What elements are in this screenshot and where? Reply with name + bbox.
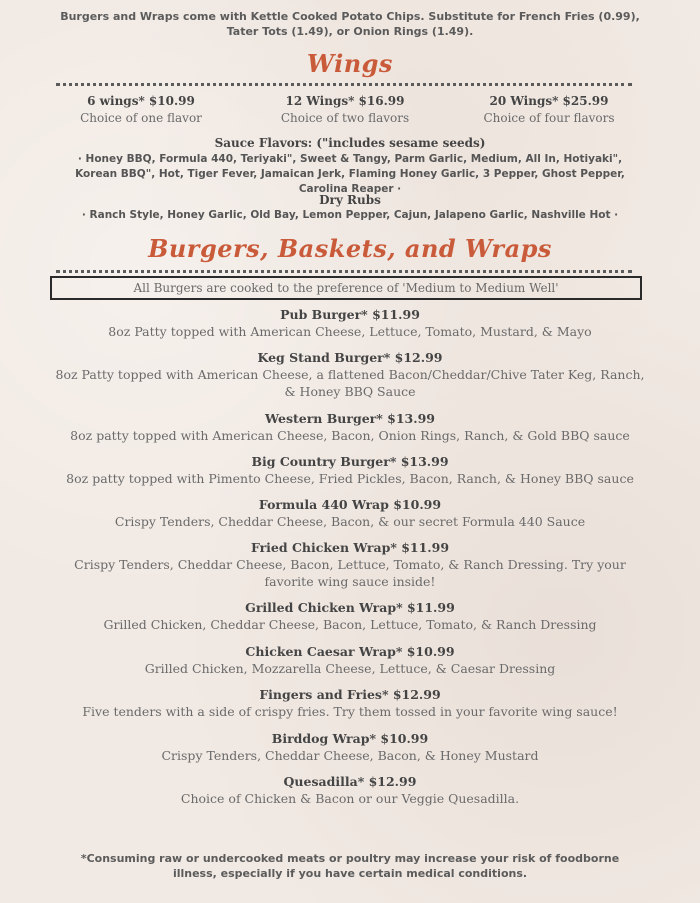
menu-item bbox=[55, 453, 645, 487]
sauce-heading: Sauce Flavors: ("includes sesame seeds) bbox=[214, 136, 486, 150]
menu-item-name: Big Country Burger* $13.99 bbox=[251, 454, 449, 469]
cooking-note: All Burgers are cooked to the preference of 'Medium to Medium Well' bbox=[50, 276, 642, 300]
intro-text: Burgers and Wraps come with Kettle Cooked Potato Chips. Substitute for French Fries (0.99), Tater Tots (1.49), or Onion Rings (1.49). bbox=[60, 10, 640, 38]
dry-rub-list: · Ranch Style, Honey Garlic, Old Bay, Lemon Pepper, Cajun, Jalapeno Garlic, Nashville Hot · bbox=[81, 209, 619, 221]
menu-item-name: Birddog Wrap* $10.99 bbox=[271, 731, 429, 746]
wing-option-desc: Choice of two flavors bbox=[280, 111, 410, 125]
menu-item-name: Keg Stand Burger* $12.99 bbox=[257, 350, 443, 365]
wings-divider bbox=[56, 83, 632, 86]
menu-item-desc: 8oz patty topped with American Cheese, Bacon, Onion Rings, Ranch, & Gold BBQ sauce bbox=[70, 428, 630, 443]
wing-option-name: 6 wings* $10.99 bbox=[87, 94, 195, 108]
wing-option-desc: Choice of one flavor bbox=[80, 111, 202, 125]
wing-option bbox=[255, 93, 435, 127]
wing-option-name: 12 Wings* $16.99 bbox=[285, 94, 405, 108]
menu-item bbox=[55, 599, 645, 633]
wing-option bbox=[51, 93, 231, 127]
burgers-divider bbox=[56, 270, 632, 273]
menu-item-name: Fried Chicken Wrap* $11.99 bbox=[250, 540, 450, 555]
menu-item-desc: 8oz Patty topped with American Cheese, Lettuce, Tomato, Mustard, & Mayo bbox=[108, 324, 592, 339]
menu-item bbox=[55, 410, 645, 444]
menu-item bbox=[55, 539, 645, 590]
menu-item-desc: Five tenders with a side of crispy fries. Try them tossed in your favorite wing sauce! bbox=[82, 704, 618, 719]
menu-item-name: Grilled Chicken Wrap* $11.99 bbox=[245, 600, 455, 615]
dry-rub-heading: Dry Rubs bbox=[319, 193, 381, 207]
menu-item bbox=[55, 730, 645, 764]
menu-item-desc: Grilled Chicken, Mozzarella Cheese, Lettuce, & Caesar Dressing bbox=[144, 661, 556, 676]
wings-title: Wings bbox=[307, 49, 393, 78]
menu-item-desc: 8oz Patty topped with American Cheese, a flattened Bacon/Cheddar/Chive Tater Keg, Ranch, & Honey BBQ Sauce bbox=[55, 367, 645, 399]
menu-item-desc: Crispy Tenders, Cheddar Cheese, Bacon, & our secret Formula 440 Sauce bbox=[114, 514, 586, 529]
menu-item bbox=[55, 686, 645, 720]
menu-item-name: Pub Burger* $11.99 bbox=[280, 307, 420, 322]
menu-item-name: Western Burger* $13.99 bbox=[264, 411, 435, 426]
sauce-list: · Honey BBQ, Formula 440, Teriyaki", Sweet & Tangy, Parm Garlic, Medium, All In, Hotiyaki", Korean BBQ", Hot, Tiger Fever, Jamaican Jerk, Flaming Honey Garlic, 3 Pepper, Ghost Pepper, Carolina Reaper · bbox=[75, 153, 625, 195]
menu-item-desc: Crispy Tenders, Cheddar Cheese, Bacon, & Honey Mustard bbox=[161, 748, 539, 763]
food-safety-disclaimer: *Consuming raw or undercooked meats or poultry may increase your risk of foodborne illness, especially if you have certain medical conditions. bbox=[80, 852, 620, 880]
wing-option-name: 20 Wings* $25.99 bbox=[489, 94, 609, 108]
menu-item-name: Chicken Caesar Wrap* $10.99 bbox=[245, 644, 455, 659]
menu-item-desc: Grilled Chicken, Cheddar Cheese, Bacon, Lettuce, Tomato, & Ranch Dressing bbox=[103, 617, 597, 632]
menu-item bbox=[55, 496, 645, 530]
menu-item bbox=[55, 643, 645, 677]
wing-option-desc: Choice of four flavors bbox=[483, 111, 615, 125]
menu-item bbox=[55, 306, 645, 340]
menu-item bbox=[55, 349, 645, 400]
menu-item bbox=[55, 773, 645, 807]
menu-item-name: Fingers and Fries* $12.99 bbox=[259, 687, 441, 702]
menu-item-desc: Crispy Tenders, Cheddar Cheese, Bacon, Lettuce, Tomato, & Ranch Dressing. Try your favorite wing sauce inside! bbox=[74, 557, 626, 589]
wing-option bbox=[459, 93, 639, 127]
menu-item-desc: 8oz patty topped with Pimento Cheese, Fried Pickles, Bacon, Ranch, & Honey BBQ sauce bbox=[66, 471, 634, 486]
menu-item-name: Formula 440 Wrap $10.99 bbox=[258, 497, 442, 512]
menu-item-name: Quesadilla* $12.99 bbox=[283, 774, 417, 789]
menu-item-desc: Choice of Chicken & Bacon or our Veggie Quesadilla. bbox=[180, 791, 520, 806]
burgers-title: Burgers, Baskets, and Wraps bbox=[148, 234, 552, 263]
